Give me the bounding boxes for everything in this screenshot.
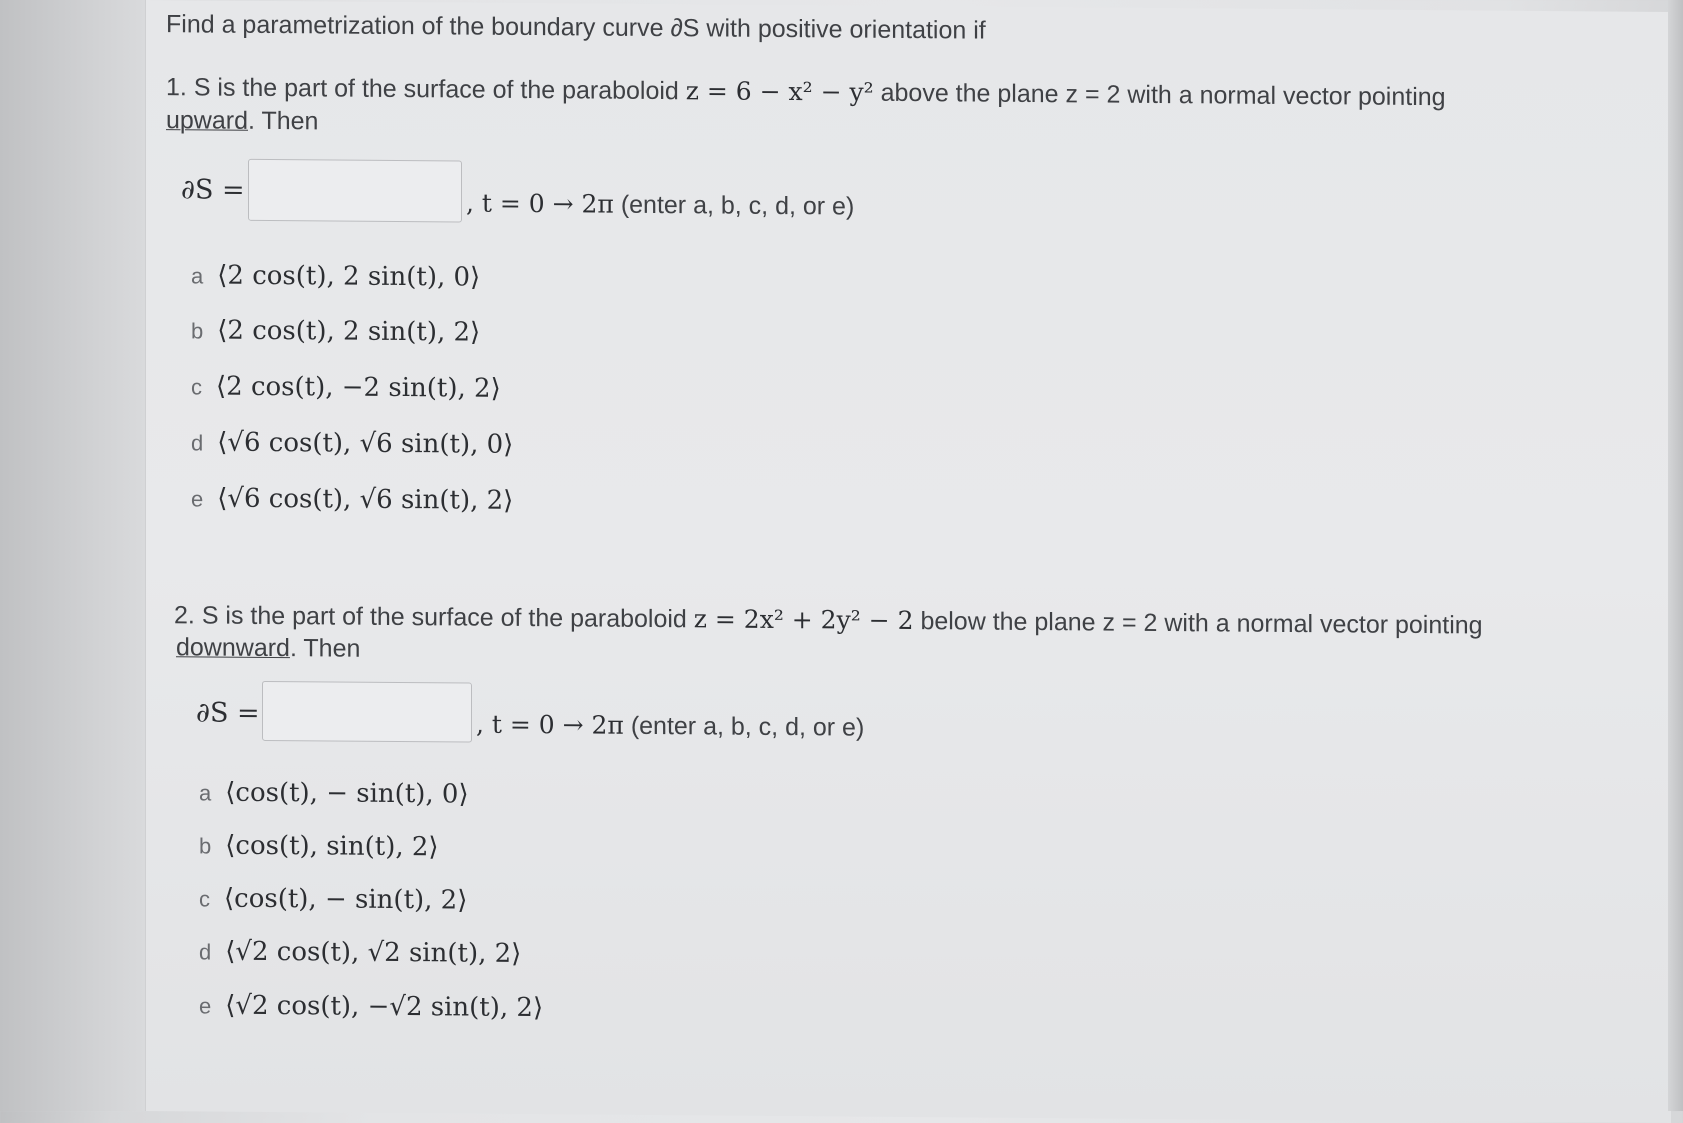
- option-expression: ⟨cos(t), − sin(t), 0⟩: [225, 777, 469, 810]
- option-expression: ⟨√6 cos(t), √6 sin(t), 0⟩: [217, 427, 514, 460]
- q2-option-a: [199, 777, 469, 809]
- q2-statement-line2: [176, 633, 360, 663]
- q1-equation: z = 6 − x² − y²: [685, 76, 874, 107]
- option-expression: ⟨cos(t), sin(t), 2⟩: [225, 830, 439, 863]
- q2-number: 2.: [174, 601, 195, 630]
- option-letter: e: [191, 486, 204, 512]
- q2-option-e: [199, 990, 543, 1023]
- q1-statement: [166, 72, 1446, 112]
- q2-text-after: below the plane z = 2 with a normal vector pointing: [920, 607, 1483, 640]
- page-right-margin: [1668, 0, 1683, 1111]
- q2-option-c: [199, 883, 467, 915]
- q2-range-line: [476, 710, 864, 743]
- q1-option-d: [191, 427, 513, 460]
- q1-range-line: [466, 189, 854, 222]
- q1-orientation-word: upward: [166, 106, 248, 135]
- q1-option-e: [191, 483, 513, 516]
- option-expression: ⟨2 cos(t), −2 sin(t), 2⟩: [216, 371, 501, 404]
- q2-text-before: S is the part of the surface of the paraboloid: [201, 601, 687, 634]
- option-letter: c: [191, 374, 202, 400]
- option-letter: e: [199, 993, 212, 1019]
- option-letter: a: [199, 780, 212, 806]
- option-letter: b: [199, 833, 212, 859]
- intro-text: Find a parametrization of the boundary curve ∂S with positive orientation if: [166, 10, 986, 45]
- q2-instruction: (enter a, b, c, d, or e): [630, 711, 865, 742]
- option-letter: c: [199, 886, 210, 912]
- option-expression: ⟨2 cos(t), 2 sin(t), 0⟩: [217, 260, 481, 293]
- q2-equation: z = 2x² + 2y² − 2: [693, 604, 914, 636]
- q2-orientation-word: downward: [176, 633, 290, 663]
- q2-option-d: [199, 936, 521, 969]
- q1-number: 1.: [166, 73, 187, 102]
- q1-option-a: [191, 260, 480, 292]
- q2-statement: [174, 600, 1483, 640]
- q1-answer-input[interactable]: [248, 159, 462, 223]
- q1-text-before: S is the part of the surface of the paraboloid: [193, 73, 679, 106]
- option-expression: ⟨√2 cos(t), √2 sin(t), 2⟩: [225, 936, 522, 969]
- option-expression: ⟨2 cos(t), 2 sin(t), 2⟩: [217, 315, 481, 348]
- q2-param-range: , t = 0 → 2π: [476, 709, 624, 740]
- option-letter: a: [191, 263, 204, 289]
- option-letter: b: [191, 318, 204, 344]
- q1-lhs: ∂S =: [181, 174, 245, 206]
- option-expression: ⟨cos(t), − sin(t), 2⟩: [224, 883, 468, 916]
- q1-option-b: [191, 315, 480, 347]
- q1-then: . Then: [248, 106, 319, 136]
- option-letter: d: [191, 430, 204, 456]
- q1-option-c: [191, 371, 501, 403]
- option-expression: ⟨√6 cos(t), √6 sin(t), 2⟩: [217, 483, 514, 516]
- q1-statement-line2: [166, 106, 318, 136]
- q1-param-range: , t = 0 → 2π: [466, 188, 614, 219]
- q2-option-b: [199, 830, 439, 862]
- option-letter: d: [199, 939, 212, 965]
- option-expression: ⟨√2 cos(t), −√2 sin(t), 2⟩: [225, 990, 544, 1024]
- worksheet-page: [145, 0, 1671, 1123]
- q2-answer-input[interactable]: [262, 681, 472, 743]
- q1-text-after: above the plane z = 2 with a normal vector pointing: [880, 78, 1446, 112]
- q2-lhs: ∂S =: [196, 697, 260, 729]
- q1-instruction: (enter a, b, c, d, or e): [620, 190, 855, 221]
- q2-then: . Then: [289, 634, 361, 663]
- page-left-margin: [0, 0, 145, 1111]
